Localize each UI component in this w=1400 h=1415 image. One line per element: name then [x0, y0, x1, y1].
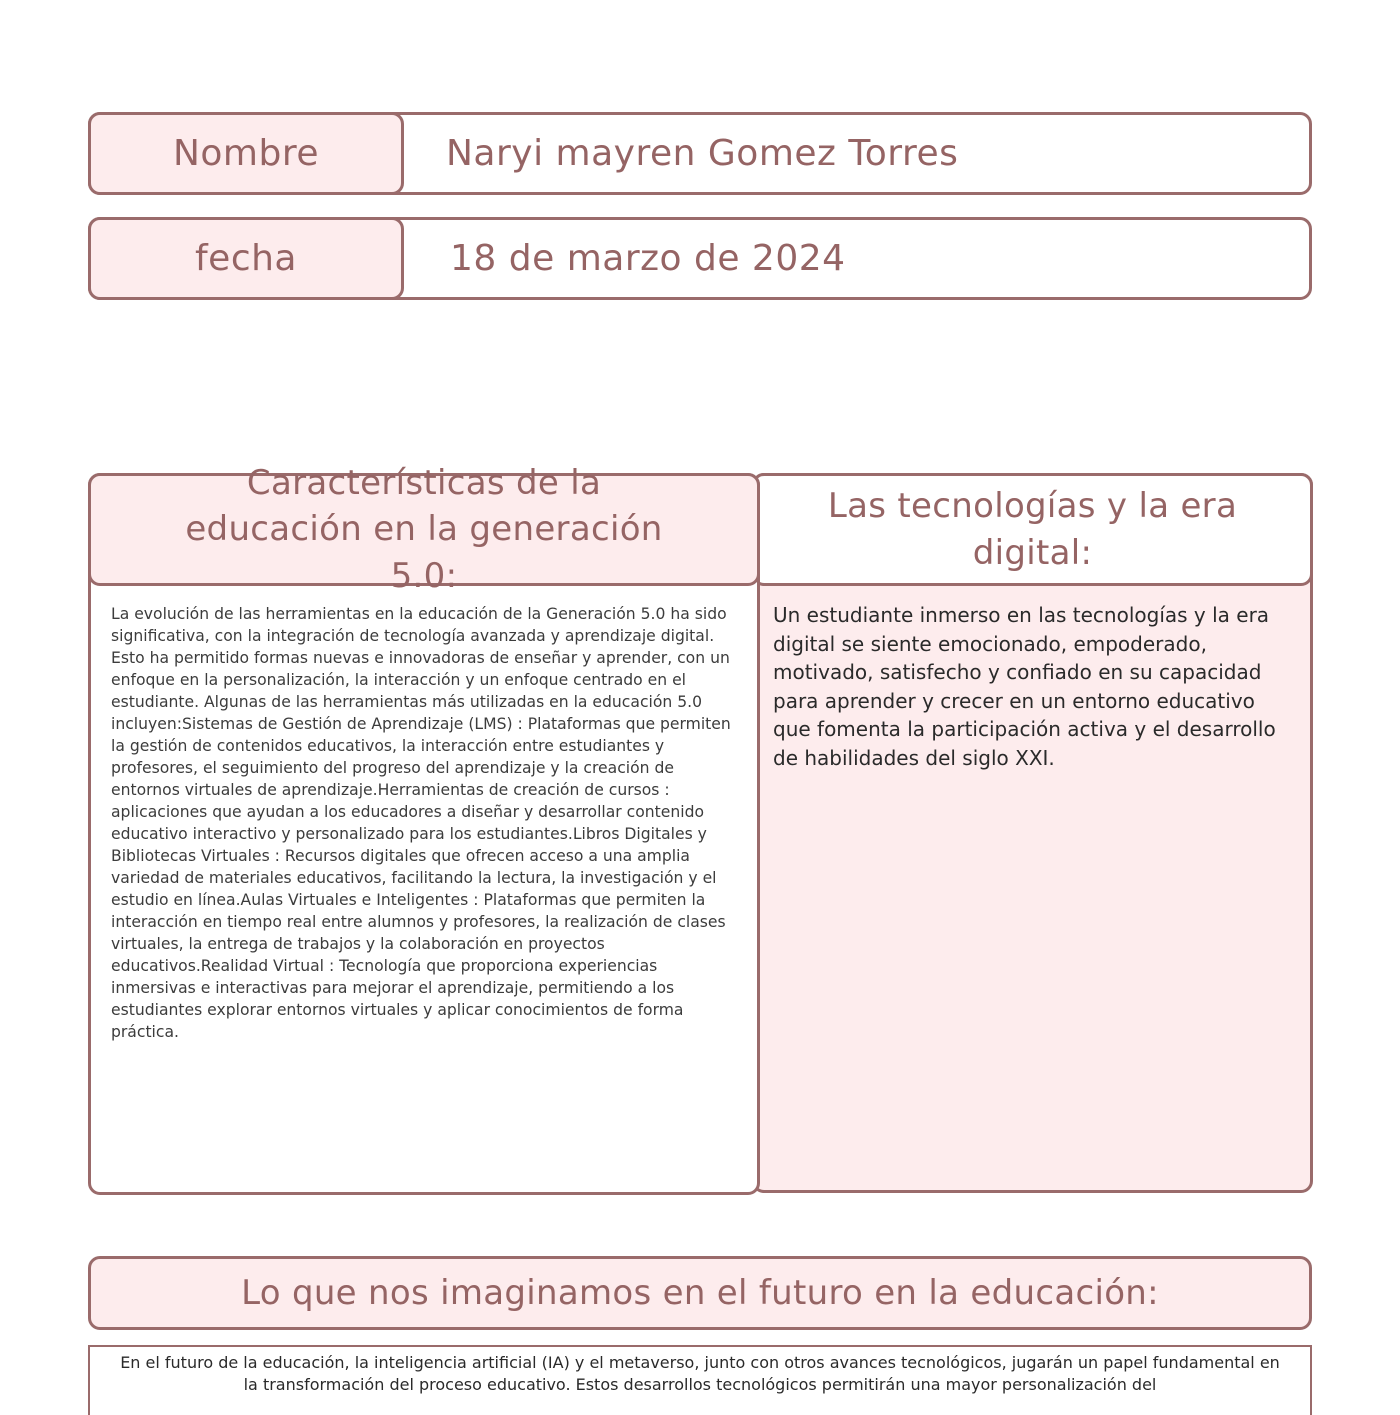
- date-label: fecha: [88, 217, 404, 300]
- right-section-text: Un estudiante inmerso en las tecnologías y la era digital se siente emocionado, empoderado, motivado, satisfecho y confiado en su capacidad para aprender y crecer en un entorno educativo que fomenta la participación activa y el desarrollo de habilidades del siglo XXI.: [773, 603, 1276, 770]
- bottom-section-title: Lo que nos imaginamos en el futuro en la educación:: [88, 1256, 1312, 1330]
- date-value: 18 de marzo de 2024: [450, 238, 846, 279]
- bottom-section-text: En el futuro de la educación, la inteligencia artificial (IA) y el metaverso, junto con otros avances tecnológicos, jugarán un papel fundamental en la transformación del proceso educativo. Estos desarrollos tecnológicos permitirán una mayor personalización del: [120, 1353, 1280, 1394]
- left-section-text: La evolución de las herramientas en la educación de la Generación 5.0 ha sido significativa, con la integración de tecnología avanzada y aprendizaje digital. Esto ha permitido formas nuevas e innovadoras de enseñar y aprender, con un enfoque en la personalización, la interacción y un enfoque centrado en el estudiante. Algunas de las herramientas más utilizadas en la educación 5.0 incluyen:Sistemas de Gestión de Aprendizaje (LMS) : Plataformas que permiten la gestión de contenidos educativos, la interacción entre estudiantes y profesores, el seguimiento del progreso del aprendizaje y la creación de entornos virtuales de aprendizaje.Herramientas de creación de cursos : aplicaciones que ayudan a los educadores a diseñar y desarrollar contenido educativo interactivo y personalizado para los estudiantes.Libros Digitales y Bibliotecas Virtuales : Recursos digitales que ofrecen acceso a una amplia variedad de materiales educativos, facilitando la lectura, la investigación y el estudio en línea.Aulas Virtuales e Inteligentes : Plataformas que permiten la interacción en tiempo real entre alumnos y profesores, la realización de clases virtuales, la entrega de trabajos y la colaboración en proyectos educativos.Realidad Virtual : Tecnología que proporciona experiencias inmersivas e interactivas para mejorar el aprendizaje, permitiendo a los estudiantes explorar entornos virtuales y aplicar conocimientos de forma práctica.: [111, 605, 731, 1041]
- name-value: Naryi mayren Gomez Torres: [446, 133, 959, 174]
- name-label: Nombre: [88, 112, 404, 195]
- right-section-title: Las tecnologías y la era digital:: [752, 473, 1313, 586]
- left-section-title: Características de la educación en la generación 5.0:: [88, 473, 760, 586]
